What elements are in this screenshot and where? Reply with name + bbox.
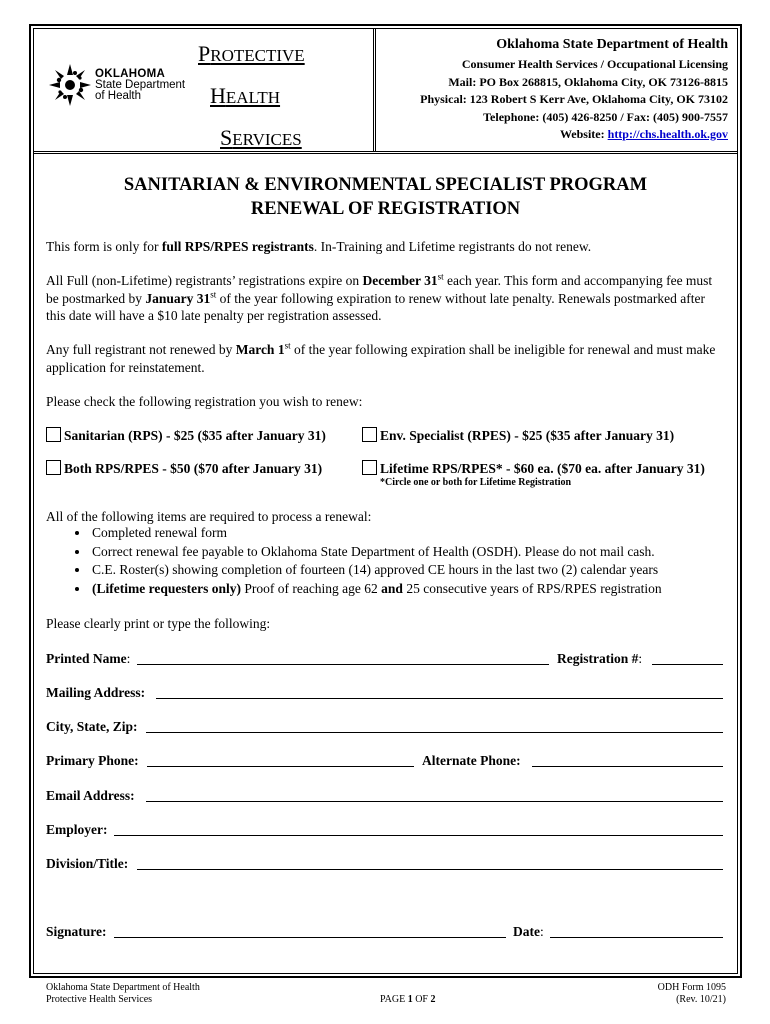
intro-paragraph-1 [46, 238, 726, 256]
option-label: Lifetime RPS/RPES* - $60 ea. ($70 ea. after January 31) [380, 461, 705, 476]
footer-right [620, 982, 726, 1005]
logo-line-3: of Health [95, 90, 142, 102]
req4-text-a: (Lifetime requesters only) [92, 580, 241, 596]
option-label: Both RPS/RPES - $50 ($70 after January 31) [64, 461, 323, 476]
intro-paragraph-2 [46, 272, 726, 325]
city-state-zip-field[interactable] [146, 732, 723, 733]
req4-text-c: and [381, 580, 403, 596]
p3-text-b: March 1 [235, 342, 285, 357]
p3-text-a: Any full registrant not renewed by [46, 342, 236, 357]
footer-left [46, 982, 200, 1005]
date-label-text: Date [513, 924, 540, 939]
page-total: 2 [430, 994, 436, 1005]
option-label: Sanitarian (RPS) - $25 ($35 after January 31) [64, 428, 326, 443]
alternate-phone-label: Alternate Phone: [422, 753, 521, 768]
agency-website [378, 126, 728, 144]
date-label: Date: [513, 924, 544, 939]
page-current: 1 [407, 994, 413, 1005]
agency-physical-address: Physical: 123 Robert S Kerr Ave, Oklahoma City, OK 73102 [420, 92, 728, 106]
division-title-field[interactable] [137, 869, 723, 870]
option-label: Env. Specialist (RPES) - $25 ($35 after January 31) [380, 428, 675, 443]
checkbox[interactable] [46, 427, 61, 442]
requirement-item: • Correct renewal fee payable to Oklahoma State Department of Health (OSDH). Please do not mail cash. [90, 543, 662, 562]
date-field[interactable] [550, 937, 723, 938]
page-label: PAGE [380, 994, 408, 1005]
signature-field[interactable] [114, 937, 506, 938]
email-address-field[interactable] [146, 801, 723, 802]
p2-text-e: of the year following expiration to renew without late penalty. Renewals postmarked after this date will have a $10 late penalty per registration assessed. [46, 290, 705, 323]
header-vertical-divider [373, 28, 376, 151]
p2-sup-2: st [210, 289, 217, 299]
intro-paragraph-4: Please check the following registration you wish to renew: [46, 394, 363, 409]
mailing-address-field[interactable] [156, 698, 723, 699]
p2-sup-1: st [437, 271, 444, 282]
page-number [380, 994, 436, 1006]
footer-division: Protective Health Services [46, 993, 153, 1005]
form-number: ODH Form 1095 [657, 982, 726, 993]
checkbox[interactable] [362, 427, 377, 442]
option-lifetime-rps-rpes[interactable] [362, 460, 705, 478]
city-state-zip-label: City, State, Zip: [46, 719, 138, 734]
logo-line-1: OKLAHOMA [95, 68, 166, 80]
agency-contact-block [378, 34, 728, 144]
primary-phone-field[interactable] [147, 766, 414, 767]
p1-text-c: . In-Training and Lifetime registrants do not renew. [313, 239, 592, 254]
printed-name-label-text: Printed Name [46, 651, 127, 666]
program-line-2 [210, 76, 305, 118]
p3-sup: st [284, 340, 291, 351]
option-sanitarian-rps[interactable] [46, 427, 326, 445]
printed-name-label: Printed Name: [46, 651, 131, 666]
primary-phone-label: Primary Phone: [46, 753, 139, 768]
alternate-phone-field[interactable] [532, 766, 723, 767]
p3-text-c: of the year following expiration shall be ineligible for renewal and must make application for reinstatement. [46, 342, 716, 375]
requirements-list [46, 524, 662, 598]
osdh-logo [47, 66, 197, 112]
option-env-specialist-rpes[interactable] [362, 427, 674, 445]
mailing-address-label: Mailing Address: [46, 685, 146, 700]
division-title-label: Division/Title: [46, 856, 129, 871]
header-divider [33, 151, 738, 154]
program-line-1-text: PROTECTIVE [198, 41, 305, 66]
program-line-3 [220, 118, 305, 160]
option-both-rps-rpes[interactable] [46, 460, 322, 478]
employer-label: Employer: [46, 822, 108, 837]
signature-label: Signature: [46, 924, 107, 939]
footer-agency: Oklahoma State Department of Health [46, 982, 200, 993]
requirements-intro: All of the following items are required to process a renewal: [46, 509, 372, 524]
form-inner-border [33, 28, 738, 974]
form-title [33, 173, 738, 221]
agency-mail-address: Mail: PO Box 268815, Oklahoma City, OK 73126-8815 [448, 74, 728, 89]
p2-text-c: each year. This form and accompanying fee must be postmarked by [46, 273, 713, 306]
employer-field[interactable] [114, 835, 723, 836]
intro-paragraph-3 [46, 341, 726, 376]
checkbox[interactable] [362, 460, 377, 475]
program-line-1 [198, 34, 305, 76]
agency-name: Oklahoma State Department of Health [496, 37, 728, 52]
osdh-starburst-icon [47, 62, 93, 108]
agency-telephone: Telephone: (405) 426-8250 / Fax: (405) 900-7557 [483, 109, 728, 124]
req4-text-b: Proof of reaching age 62 [240, 580, 382, 596]
lifetime-note: *Circle one or both for Lifetime Registration [380, 477, 572, 488]
req4-text-d: 25 consecutive years of RPS/RPES registration [402, 580, 662, 596]
agency-division: Consumer Health Services / Occupational Licensing [461, 57, 728, 71]
checkbox[interactable] [46, 460, 61, 475]
p2-text-b: December 31 [362, 273, 438, 288]
requirement-item: • C.E. Roster(s) showing completion of fourteen (14) approved CE hours in the last two (2) calendar years [90, 561, 662, 580]
website-link[interactable]: http://chs.health.ok.gov [607, 127, 728, 141]
print-instruction: Please clearly print or type the following: [46, 616, 271, 631]
email-address-label: Email Address: [46, 788, 135, 803]
requirement-item [90, 580, 662, 599]
p1-text-b: full RPS/RPES registrants [161, 239, 314, 254]
printed-name-field[interactable] [137, 664, 549, 665]
requirement-item: • Completed renewal form [90, 524, 662, 543]
registration-number-label: Registration #: [557, 651, 643, 666]
logo-wordmark [95, 69, 185, 102]
p2-text-d: January 31 [145, 290, 211, 306]
program-name [198, 34, 305, 160]
program-line-3-text: SERVICES [220, 125, 302, 150]
form-title-line-1: SANITARIAN & ENVIRONMENTAL SPECIALIST PROGRAM [123, 175, 648, 195]
p2-text-a: All Full (non-Lifetime) registrants’ registrations expire on [46, 273, 363, 288]
registration-number-label-text: Registration # [557, 651, 639, 666]
p1-text-a: This form is only for [46, 239, 162, 254]
website-label: Website: [559, 127, 608, 141]
page-of: OF [412, 994, 431, 1005]
form-title-line-2: RENEWAL OF REGISTRATION [250, 199, 521, 219]
form-revision: (Rev. 10/21) [676, 993, 726, 1005]
program-line-2-text: HEALTH [210, 83, 281, 108]
registration-number-field[interactable] [652, 664, 723, 665]
logo-line-2: State Department [95, 79, 186, 91]
